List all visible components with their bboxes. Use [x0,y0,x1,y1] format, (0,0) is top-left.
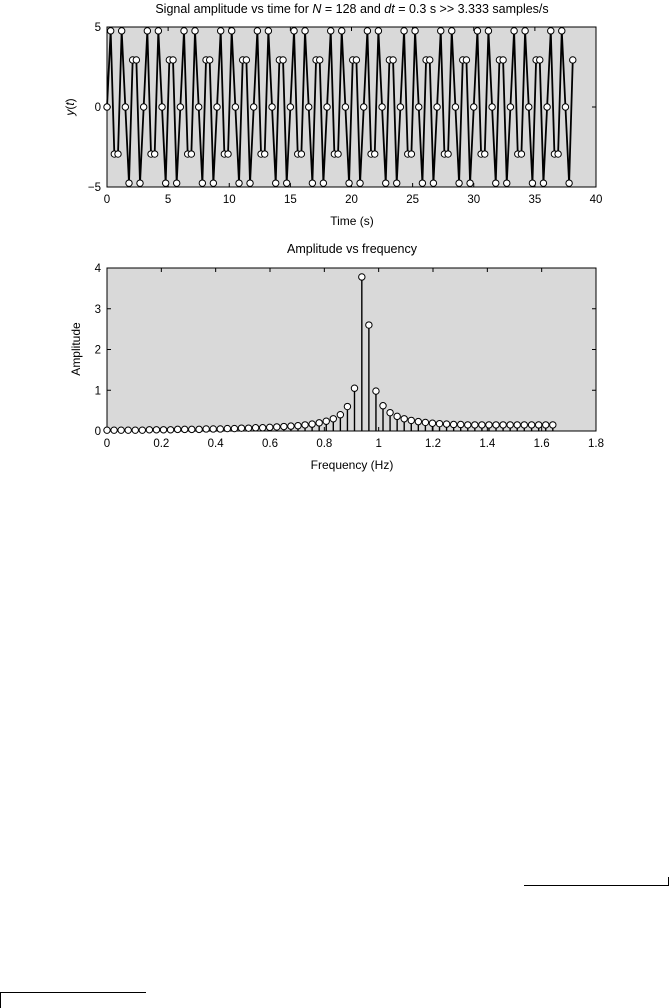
chart1-data-point [339,28,345,34]
chart1-data-point [449,28,455,34]
c2-x-tick-label: 1 [375,438,382,450]
chart1-data-point [434,104,440,110]
c2-x-tick-label: 1.6 [533,438,550,450]
chart1-data-point [438,28,444,34]
chart1-data-point [548,28,554,34]
chart2-data-point [330,416,336,422]
chart1-data-point [206,57,212,63]
chart1-data-point [302,28,308,34]
chart2-plot-area [107,268,596,431]
chart2-data-point [160,427,166,433]
chart1-data-point [504,180,510,186]
chart1-data-point [199,180,205,186]
chart1-data-point [144,28,150,34]
chart2-data-point [443,421,449,427]
c2-x-tick-label: 1.2 [425,438,441,450]
chart1-data-point [559,28,565,34]
chart1-data-point [137,180,143,186]
chart2-data-point [274,424,280,430]
footnote-rule-left [0,992,146,993]
chart1-data-point [306,104,312,110]
c2-y-tick-label: 3 [94,303,101,316]
chart1-data-point [173,180,179,186]
chart1-data-point [262,151,268,157]
chart1-data-point [335,151,341,157]
chart1-data-point [192,28,198,34]
c1-x-tick-label: 15 [283,194,297,206]
figure [0,0,671,480]
chart1-data-point [324,104,330,110]
chart1-data-point [467,180,473,186]
chart1-data-point [507,104,513,110]
chart1-data-point [357,180,363,186]
chart2-data-point [288,423,294,429]
chart1-data-point [126,180,132,186]
chart1-data-point [375,28,381,34]
chart2-data-point [422,419,428,425]
chart1-data-point [317,57,323,63]
c2-y-tick-label: 2 [94,344,101,357]
chart1-x-axis-label: Time (s) [330,214,374,228]
chart1-data-point [383,180,389,186]
c1-y-tick-label: 5 [94,22,101,34]
chart1-data-point [427,57,433,63]
chart1-data-point [328,28,334,34]
chart2-data-point [111,427,117,433]
chart1-data-point [265,28,271,34]
chart1-data-point [133,57,139,63]
chart1-data-point [452,104,458,110]
chart1-data-point [273,180,279,186]
c2-x-tick-label: 1.8 [588,438,604,450]
c1-x-tick-label: 20 [345,194,358,206]
chart1-data-point [151,151,157,157]
c1-x-tick-label: 5 [164,194,172,206]
chart1-data-point [408,151,414,157]
chart1-data-point [489,104,495,110]
chart1-data-point [379,104,385,110]
chart2-data-point [415,418,421,424]
chart1-data-point [390,57,396,63]
chart1-data-point [170,57,176,63]
chart1-data-point [104,104,110,110]
chart1-data-point [309,180,315,186]
chart2-data-point [153,427,159,433]
chart2-data-point [196,426,202,432]
chart1-data-point [247,180,253,186]
chart2-data-point [238,425,244,431]
chart1-data-point [555,151,561,157]
c2-x-tick-label: 1.4 [479,438,496,450]
chart2-title: Amplitude vs frequency [287,242,417,256]
chart2-data-point [224,425,230,431]
chart2-data-point [401,416,407,422]
chart1-data-point [188,151,194,157]
chart1-data-point [210,180,216,186]
chart1-data-point [482,151,488,157]
chart1-data-point [500,57,506,63]
chart1-data-point [269,104,275,110]
chart1-data-point [562,104,568,110]
c1-x-tick-label: 40 [589,194,603,206]
c2-x-tick-label: 0.2 [153,438,170,450]
chart1-data-point [225,151,231,157]
chart2-data-point [479,422,485,428]
chart1-data-point [456,180,462,186]
amplitude-frequency-chart [69,242,604,472]
chart1-data-point [526,104,532,110]
c2-x-tick-label: 0.6 [262,438,278,450]
chart2-data-point [500,422,506,428]
chart1-data-point [155,28,161,34]
chart1-data-point [298,151,304,157]
chart2-data-point [514,422,520,428]
chart1-data-point [118,28,124,34]
chart2-data-point [486,422,492,428]
chart2-data-point [366,322,372,328]
c2-y-tick-label: 1 [94,385,101,398]
chart2-data-point [203,426,209,432]
chart1-data-point [236,180,242,186]
chart2-data-point [458,421,464,427]
signal-time-chart [63,2,602,228]
chart1-data-point [115,151,121,157]
chart1-data-point [372,151,378,157]
chart2-data-point [167,427,173,433]
chart1-data-point [122,104,128,110]
chart1-data-point [195,104,201,110]
chart2-data-point [472,422,478,428]
c1-y-tick-label: 0 [94,102,101,114]
chart2-data-point [507,422,513,428]
chart1-data-point [522,28,528,34]
footnote-rule-right [524,885,669,886]
chart1-data-point [280,57,286,63]
c2-y-tick-label: 0 [94,426,101,438]
chart1-data-point [346,180,352,186]
chart2-data-point [174,426,180,432]
chart1-data-point [217,28,223,34]
chart2-data-point [259,425,265,431]
c2-y-tick-label: 4 [94,263,101,275]
chart2-data-point [380,403,386,409]
chart2-data-point [323,418,329,424]
chart1-title: Signal amplitude vs time for N = 128 and dt = 0.3 s >> 3.333 samples/s [155,2,549,16]
chart2-data-point [543,422,549,428]
chart2-data-point [217,426,223,432]
chart1-data-point [364,28,370,34]
c1-x-tick-label: 35 [528,194,542,206]
chart2-data-point [189,426,195,432]
chart2-data-point [373,388,379,394]
chart1-data-point [353,57,359,63]
chart1-data-point [430,180,436,186]
chart2-data-point [125,427,131,433]
chart2-data-point [550,422,556,428]
chart2-data-point [465,422,471,428]
chart1-data-point [416,104,422,110]
chart2-data-point [309,421,315,427]
chart2-data-point [295,423,301,429]
chart2-x-axis-label: Frequency (Hz) [310,458,394,472]
chart1-data-point [361,104,367,110]
c1-x-tick-label: 0 [103,194,111,206]
chart2-data-point [535,422,541,428]
chart2-data-point [252,425,258,431]
chart1-data-point [228,28,234,34]
chart1-data-point [320,180,326,186]
chart2-data-point [351,385,357,391]
chart2-data-point [521,422,527,428]
footnote-rule-left-cap [0,992,1,1008]
chart2-data-point [132,427,138,433]
chart1-data-point [181,28,187,34]
chart1-data-point [529,180,535,186]
chart2-data-point [450,421,456,427]
chart1-data-point [493,180,499,186]
chart1-data-point [397,104,403,110]
chart2-data-point [387,409,393,415]
chart1-data-point [544,104,550,110]
chart1-data-point [232,104,238,110]
chart1-data-point [394,180,400,186]
chart2-data-point [210,426,216,432]
chart1-data-point [463,57,469,63]
chart1-data-point [537,57,543,63]
chart1-data-point [518,151,524,157]
chart1-data-point [419,180,425,186]
chart2-data-point [436,420,442,426]
chart1-data-point [342,104,348,110]
chart1-data-point [291,28,297,34]
footnote-rule-right-cap [668,877,669,886]
chart2-data-point [429,420,435,426]
chart1-data-point [401,28,407,34]
chart2-data-point [181,426,187,432]
chart1-data-point [162,180,168,186]
chart2-data-point [528,422,534,428]
chart1-data-point [485,28,491,34]
chart2-data-point [337,412,343,418]
chart2-data-point [408,417,414,423]
chart1-data-point [177,104,183,110]
chart1-data-point [214,104,220,110]
chart2-y-axis-label: Amplitude [69,322,83,376]
chart2-data-point [316,420,322,426]
c2-x-tick-label: 0.4 [207,438,224,450]
chart2-data-point [245,425,251,431]
chart1-data-point [445,151,451,157]
c1-x-tick-label: 30 [467,194,481,206]
c1-x-tick-label: 25 [406,194,420,206]
chart2-data-point [493,422,499,428]
chart2-data-point [394,413,400,419]
chart2-data-point [139,427,145,433]
chart1-data-point [474,28,480,34]
chart1-data-point [511,28,517,34]
chart1-data-point [140,104,146,110]
chart1-data-point [570,57,576,63]
chart1-data-point [566,180,572,186]
chart1-data-point [243,57,249,63]
chart2-data-point [302,422,308,428]
chart1-data-point [254,28,260,34]
chart2-data-point [118,427,124,433]
chart2-data-point [104,427,110,433]
c1-y-tick-label: −5 [87,182,101,194]
chart2-data-point [344,403,350,409]
chart2-data-point [146,427,152,433]
chart1-data-point [284,180,290,186]
chart2-data-point [267,424,273,430]
c2-x-tick-label: 0.8 [316,438,333,450]
chart1-data-point [251,104,257,110]
chart2-data-point [359,274,365,280]
chart1-data-point [471,104,477,110]
chart2-data-point [281,423,287,429]
c1-x-tick-label: 10 [222,194,236,206]
c2-x-tick-label: 0 [103,438,111,450]
chart1-data-point [159,104,165,110]
chart1-data-point [412,28,418,34]
chart1-data-point [287,104,293,110]
chart2-data-point [231,425,237,431]
chart1-data-point [540,180,546,186]
chart1-y-axis-label: y(t) [63,98,77,116]
chart1-data-point [107,28,113,34]
